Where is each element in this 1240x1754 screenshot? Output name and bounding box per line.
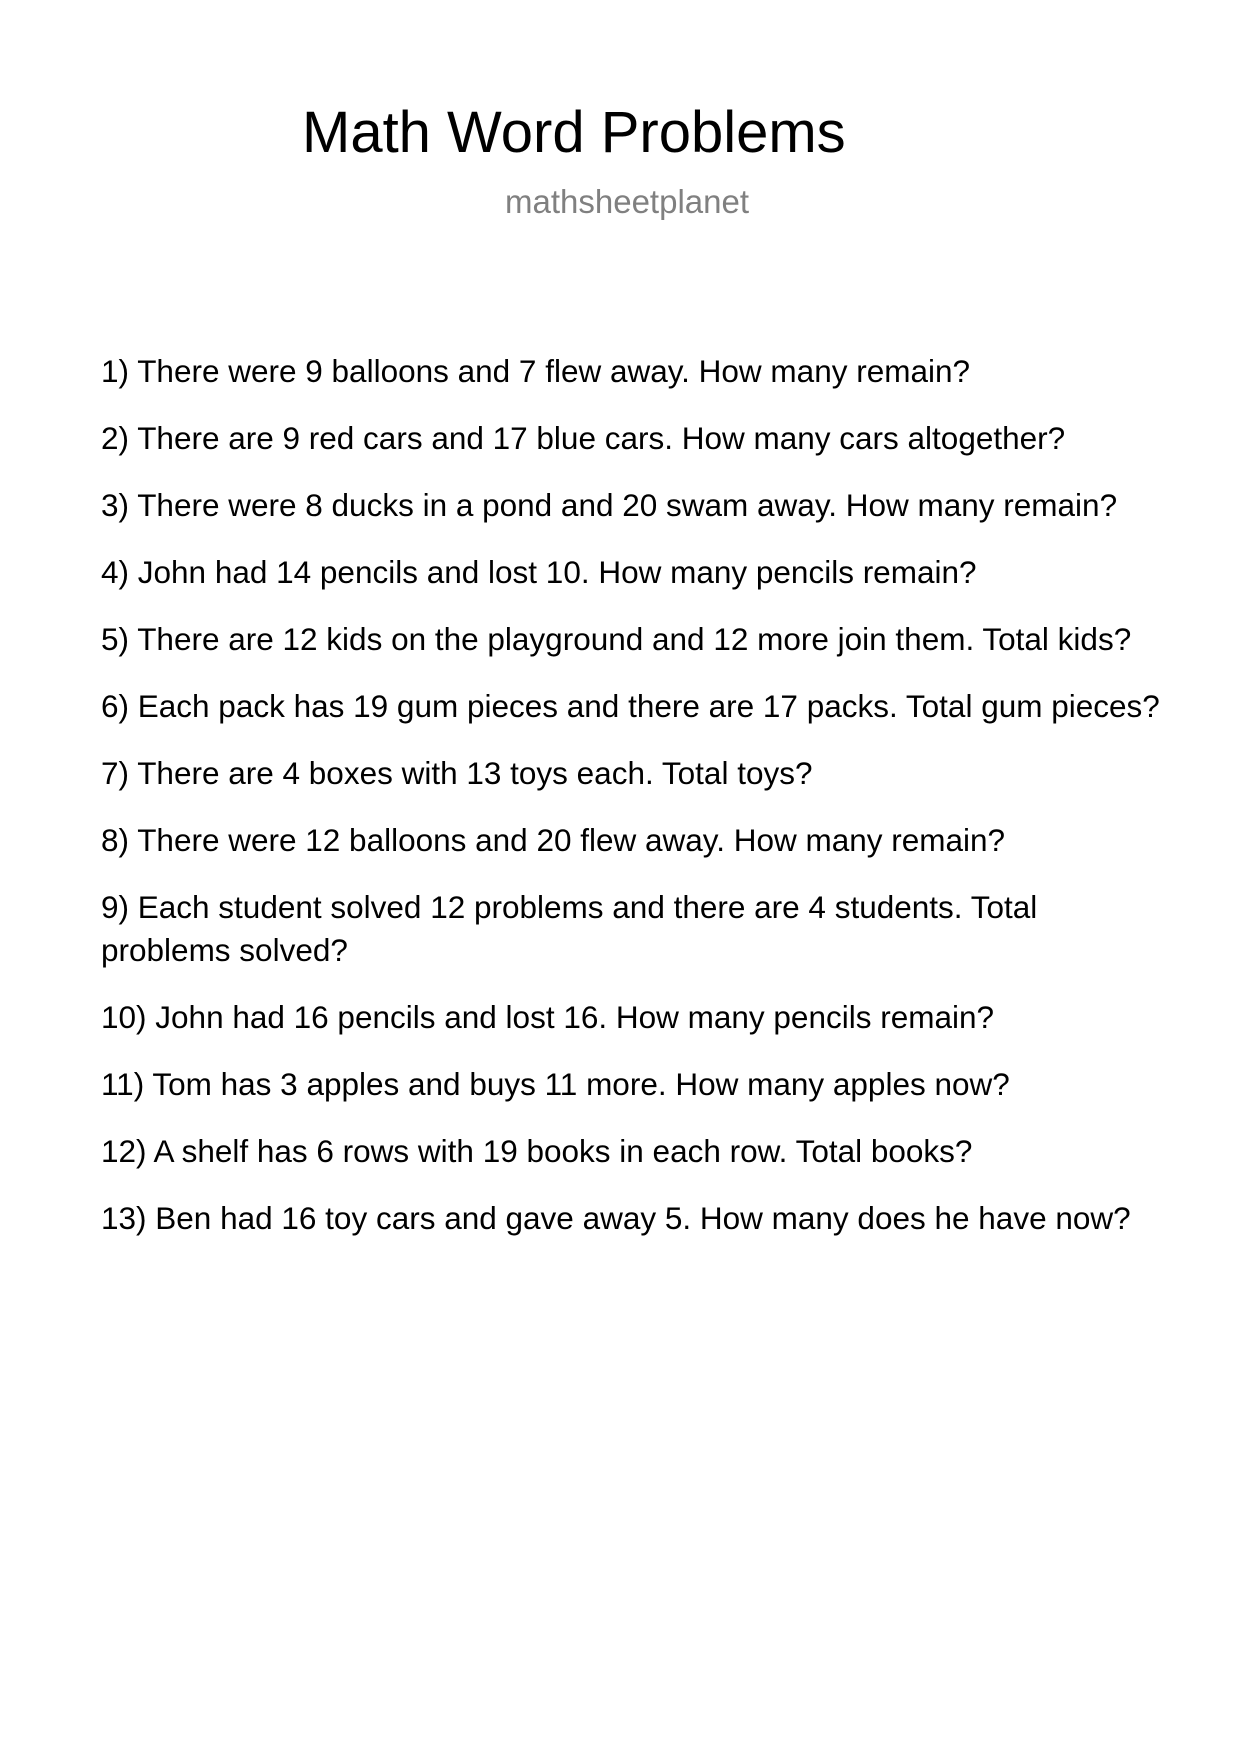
site-name: mathsheetplanet <box>505 183 750 220</box>
problem-item: 2) There are 9 red cars and 17 blue cars. How many cars altogether? <box>101 420 1066 456</box>
page-title: Math Word Problems <box>302 100 846 165</box>
problem-item: 3) There were 8 ducks in a pond and 20 swam away. How many remain? <box>101 487 1118 523</box>
problem-item: 4) John had 14 pencils and lost 10. How many pencils remain? <box>101 554 977 590</box>
problem-item: 8) There were 12 balloons and 20 flew away. How many remain? <box>101 822 1006 858</box>
problem-item: 12) A shelf has 6 rows with 19 books in each row. Total books? <box>101 1133 973 1169</box>
problem-list <box>101 350 1161 1264</box>
problem-item: 13) Ben had 16 toy cars and gave away 5. How many does he have now? <box>101 1200 1131 1236</box>
problem-item: 5) There are 12 kids on the playground and 12 more join them. Total kids? <box>101 621 1132 657</box>
problem-item: 10) John had 16 pencils and lost 16. How many pencils remain? <box>101 999 995 1035</box>
problem-item: 11) Tom has 3 apples and buys 11 more. How many apples now? <box>101 1066 1010 1102</box>
problem-item: 7) There are 4 boxes with 13 toys each. Total toys? <box>101 755 813 791</box>
problem-item: 6) Each pack has 19 gum pieces and there are 17 packs. Total gum pieces? <box>101 688 1160 724</box>
problem-item: 1) There were 9 balloons and 7 flew away. How many remain? <box>101 353 971 389</box>
problem-item: 9) Each student solved 12 problems and there are 4 students. Total problems solved? <box>101 889 1038 968</box>
